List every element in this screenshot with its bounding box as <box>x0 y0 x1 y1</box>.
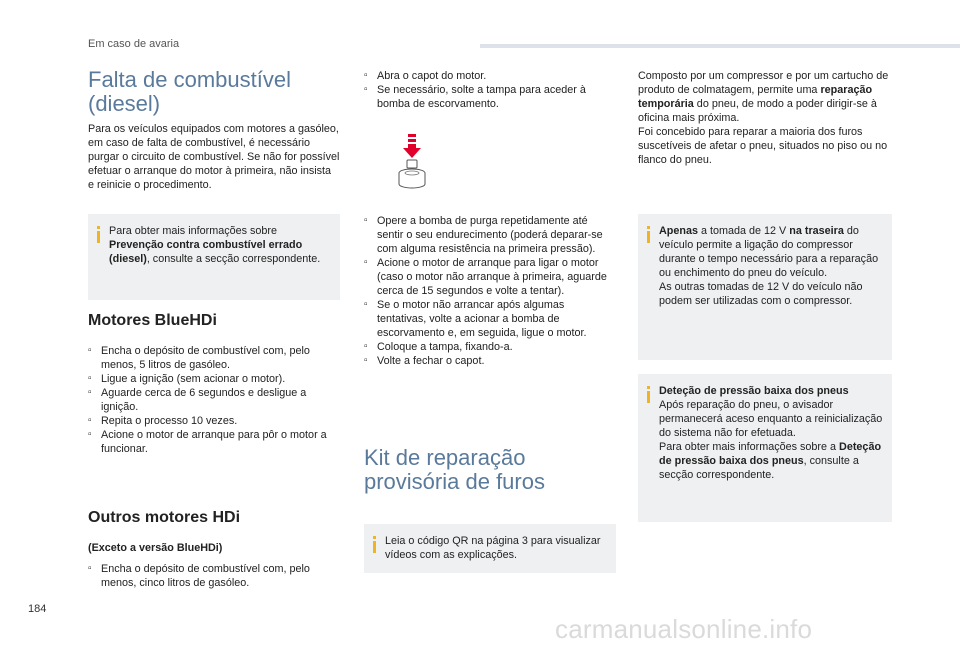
info-box-text: Apenas a tomada de 12 V na traseira do veículo permite a ligação do compressor durante o tempo necessário para a reparação ou enchimento do pneu do veículo. As outras tomadas de 12 V do veículo não podem ser utilizadas com o compressor. <box>659 225 879 307</box>
list-item: ▫ Coloque a tampa, fixando-a. <box>364 340 616 354</box>
info-box-text: Leia o código QR na página 3 para visualizar vídeos com as explicações. <box>385 535 601 561</box>
list-item: ▫ Acione o motor de arranque para ligar o motor (caso o motor não arranque à primeira, aguarde cerca de 15 segundos e volte a tentar). <box>364 256 616 298</box>
list-item: ▫ Se o motor não arrancar após algumas tentativas, volte a acionar a bomba de escorvamento e, em seguida, ligue o motor. <box>364 298 616 340</box>
list-item: ▫ Volte a fechar o capot. <box>364 354 616 368</box>
heading-hdi: Outros motores HDi <box>88 509 241 526</box>
list-item: ▫ Encha o depósito de combustível com, pelo menos, 5 litros de gasóleo. <box>88 344 340 372</box>
list-item: ▫ Acione o motor de arranque para pôr o motor a funcionar. <box>88 428 340 456</box>
list-item: ▫ Se necessário, solte a tampa para aceder à bomba de escorvamento. <box>364 83 616 111</box>
list-item: ▫ Ligue a ignição (sem acionar o motor). <box>88 372 340 386</box>
section-title-fuel: Falta de combustível (diesel) <box>88 67 291 116</box>
list-item: ▫ Abra o capot do motor. <box>364 69 616 83</box>
intro-paragraph: Para os veículos equipados com motores a gasóleo, em caso de falta de combustível, é necessário purgar o circuito de combustível. Se não for possível efetuar o arranque do motor à primeira, não insista e reinicie o procedimento. <box>88 123 340 191</box>
hdi-subtitle: (Exceto a versão BlueHDi) <box>88 542 223 554</box>
page-number: 184 <box>28 603 47 615</box>
list-item: ▫ Aguarde cerca de 6 segundos e desligue a ignição. <box>88 386 340 414</box>
info-box-qr <box>364 524 616 573</box>
header-rule <box>480 44 960 48</box>
info-box-text: Para obter mais informações sobre Prevenção contra combustível errado (diesel), consulte a secção correspondente. <box>109 225 321 265</box>
watermark: carmanualsonline.info <box>555 614 813 644</box>
info-box-pressure <box>638 374 892 522</box>
info-box-socket <box>638 214 892 360</box>
hdi-steps <box>88 562 340 590</box>
list-item: ▫ Repita o processo 10 vezes. <box>88 414 340 428</box>
kit-intro: Composto por um compressor e por um cartucho de produto de colmatagem, permite uma reparação temporária do pneu, de modo a poder dirigir-se à oficina mais próxima. Foi concebido para reparar a maioria dos furos suscetíveis de afetar o pneu, situados no piso ou no flanco do pneu. <box>638 70 889 166</box>
fuel-primer-pump-icon <box>388 130 438 198</box>
info-icon <box>647 226 650 243</box>
section-title-kit: Kit de reparação provisória de furos <box>364 445 545 494</box>
info-icon <box>647 386 650 403</box>
info-box-text: Deteção de pressão baixa dos pneus Após reparação do pneu, o avisador permanecerá aceso enquanto a reinicialização do sistema não for efetuada. Para obter mais informações sobre a Deteção de pressão baixa dos pneus, consulte a secção correspondente. <box>659 385 883 481</box>
list-item: ▫ Opere a bomba de purga repetidamente até sentir o seu endurecimento (poderá deparar-se com alguma resistência na primeira pressão). <box>364 214 616 256</box>
list-item: ▫ Encha o depósito de combustível com, pelo menos, cinco litros de gasóleo. <box>88 562 340 590</box>
bluehdi-steps <box>88 344 340 456</box>
info-icon <box>97 226 100 243</box>
info-box-fuel <box>88 214 340 300</box>
hood-steps <box>364 69 616 111</box>
heading-bluehdi: Motores BlueHDi <box>88 312 217 329</box>
info-icon <box>373 536 376 553</box>
section-header: Em caso de avaria <box>88 38 180 50</box>
purge-steps <box>364 214 616 368</box>
